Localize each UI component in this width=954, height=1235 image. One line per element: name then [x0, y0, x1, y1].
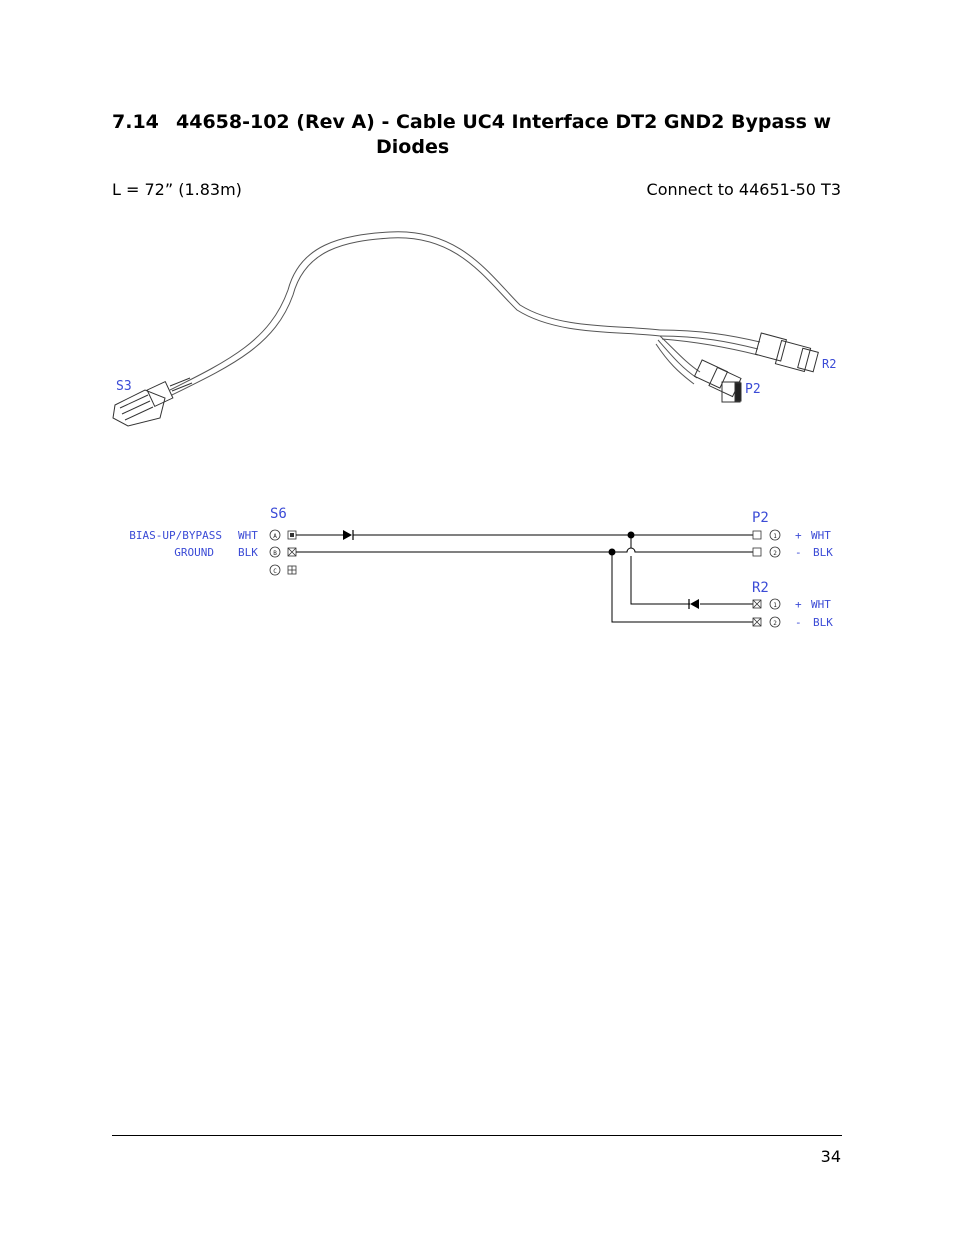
cable-illustration: [170, 232, 760, 395]
connect-to-note: Connect to 44651-50 T3: [646, 180, 841, 199]
p2-terminal-1: [753, 531, 761, 539]
p2-wire-blk: BLK: [813, 546, 833, 559]
s6-wire-wht: WHT: [238, 529, 258, 542]
blk-branch-wire: [612, 552, 753, 622]
p2-label: P2: [752, 510, 769, 526]
p2-pin-1: 1: [773, 533, 777, 540]
r2-wire-blk: BLK: [813, 616, 833, 629]
r2-plus: +: [795, 598, 802, 611]
junction-blk: [609, 549, 616, 556]
p2-wire-wht: WHT: [811, 529, 831, 542]
label-s3: S3: [116, 379, 132, 394]
s6-terminal-b-cross: [288, 548, 296, 556]
wht-branch-wire: [631, 535, 690, 604]
s6-pin-a: A: [273, 533, 277, 540]
label-r2-drawing: R2: [822, 357, 837, 371]
r2-terminal-2-cross: [753, 618, 761, 626]
section-title-line2: Diodes: [376, 136, 450, 158]
p2-connector-drawing: [695, 360, 742, 402]
page-number: 34: [820, 1147, 841, 1166]
section-number: 7.14: [112, 111, 159, 133]
junction-wht: [628, 532, 635, 539]
signal-ground: GROUND: [174, 546, 214, 559]
r2-terminal-1-cross: [753, 600, 761, 608]
signal-bias-up-bypass: BIAS-UP/BYPASS: [129, 529, 222, 542]
p2-plus: +: [795, 529, 802, 542]
footer-rule: [112, 1135, 842, 1136]
p2-terminal-2: [753, 548, 761, 556]
r2-pin-1: 1: [773, 602, 777, 609]
diode-main: [343, 530, 353, 540]
cable-length: L = 72” (1.83m): [112, 180, 242, 199]
section-title-line1: 44658-102 (Rev A) - Cable UC4 Interface DT2 GND2 Bypass w: [176, 111, 832, 133]
r2-pin-2: 2: [773, 620, 777, 627]
p2-minus: -: [795, 546, 802, 559]
r2-wire-wht: WHT: [811, 598, 831, 611]
diode-branch: [689, 599, 699, 609]
wiring-schematic: [129, 506, 833, 629]
s6-terminal-a-fill: [290, 533, 294, 537]
r2-minus: -: [795, 616, 802, 629]
s6-wire-blk: BLK: [238, 546, 258, 559]
s6-pin-b: B: [273, 550, 277, 557]
p2-pin-2: 2: [773, 550, 777, 557]
blk-wire: [296, 548, 753, 552]
r2-label: R2: [752, 580, 769, 596]
s6-terminal-c-plug: [288, 566, 296, 574]
label-p2-drawing: P2: [745, 382, 761, 397]
s6-pin-c: C: [273, 568, 277, 575]
s6-label: S6: [270, 506, 287, 522]
r2-connector-drawing: [756, 333, 819, 372]
